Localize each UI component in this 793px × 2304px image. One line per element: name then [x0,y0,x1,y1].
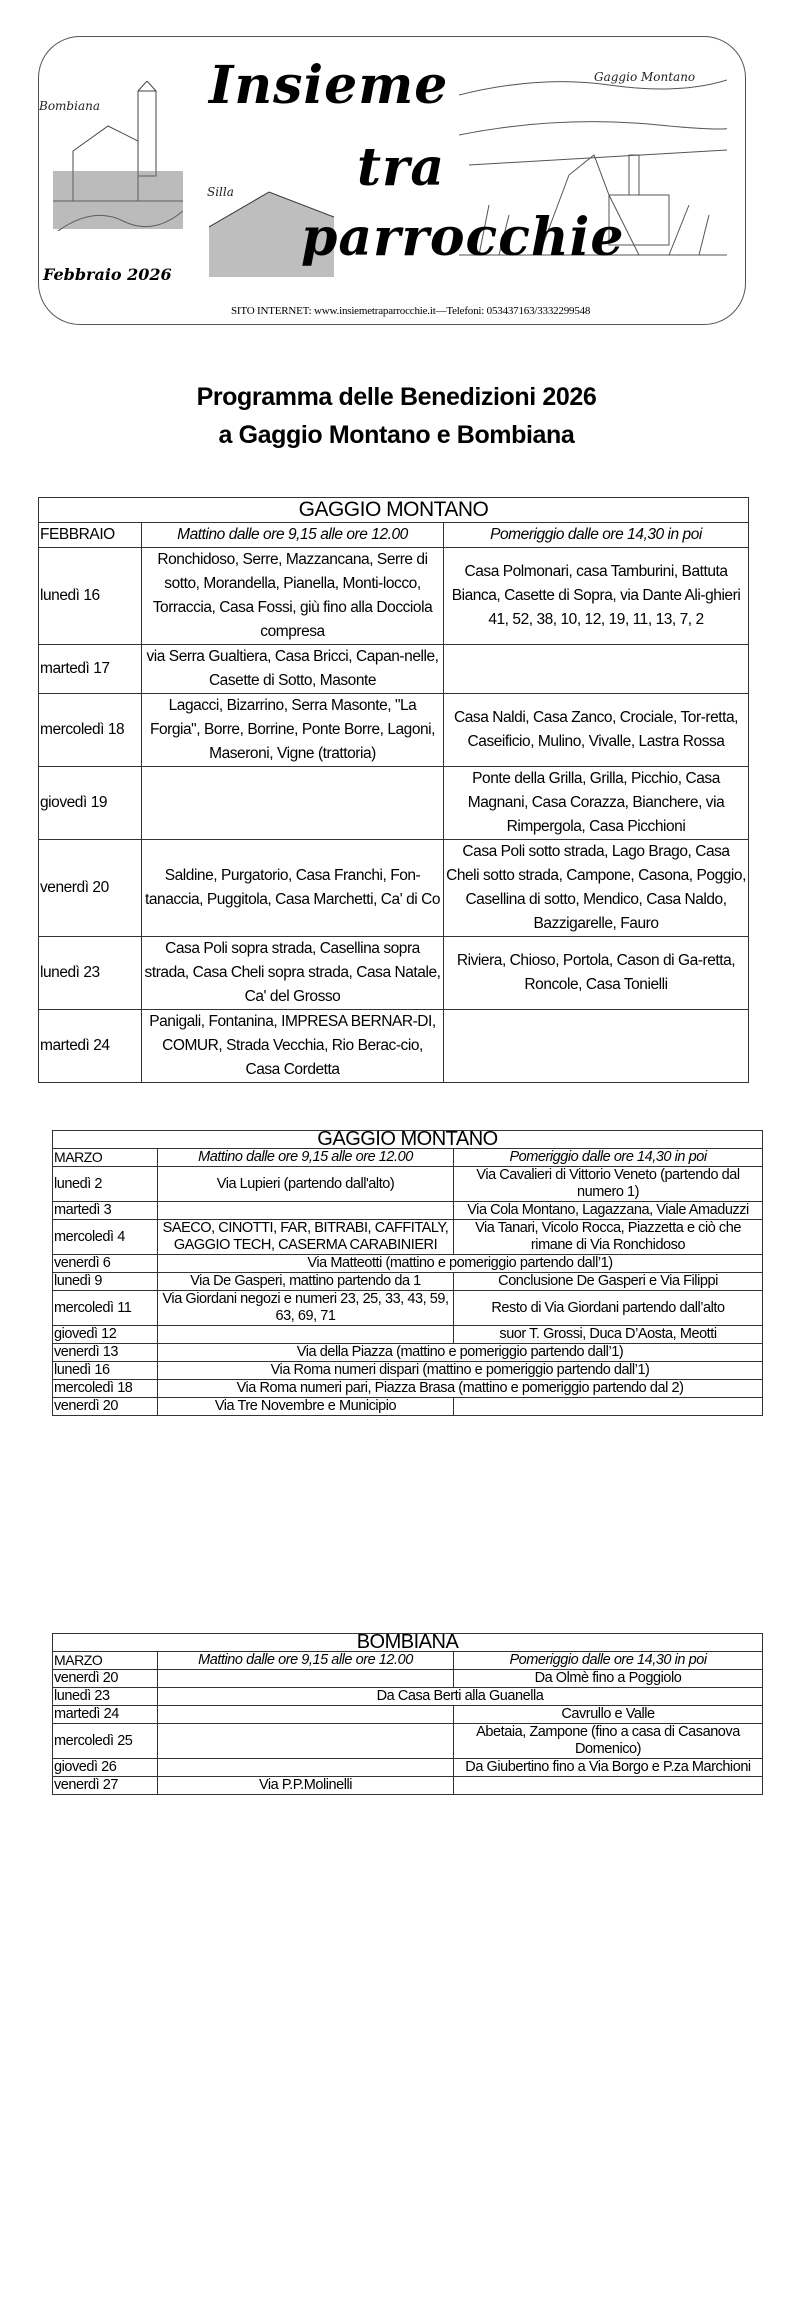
table-row [53,1688,763,1706]
title-tra: tra [357,137,446,198]
schedule-table-gaggio-febbraio [38,497,749,1083]
table-row [39,645,749,694]
day-cell: venerdì 20 [39,840,142,937]
afternoon-cell: Via Tanari, Vicolo Rocca, Piazzetta e ciò che rimane di Via Ronchidoso [454,1220,763,1255]
day-cell: giovedì 12 [53,1326,158,1344]
table-title-row [53,1131,763,1149]
day-cell: mercoledì 18 [39,694,142,767]
label-gaggio-montano: Gaggio Montano [594,70,696,84]
table-row [39,1010,749,1083]
table-title-row [53,1634,763,1652]
table-row [53,1398,763,1416]
afternoon-header: Pomeriggio dalle ore 14,30 in poi [444,523,749,548]
day-cell: martedì 24 [53,1706,158,1724]
morning-header: Mattino dalle ore 9,15 alle ore 12.00 [158,1652,454,1670]
morning-cell: Via P.P.Molinelli [158,1777,454,1795]
afternoon-cell: Da Giubertino fino a Via Borgo e P.za Marchioni [454,1759,763,1777]
table-row [53,1273,763,1291]
morning-cell: Via Lupieri (partendo dall'alto) [158,1167,454,1202]
morning-cell [158,1202,454,1220]
table-row [53,1220,763,1255]
table-row [53,1724,763,1759]
morning-cell [158,1326,454,1344]
table-row [53,1706,763,1724]
day-cell: lunedì 23 [39,937,142,1010]
table-row [53,1344,763,1362]
morning-cell: SAECO, CINOTTI, FAR, BITRABI, CAFFITALY, GAGGIO TECH, CASERMA CARABINIERI [158,1220,454,1255]
table-row [39,840,749,937]
day-cell: mercoledì 25 [53,1724,158,1759]
schedule-table-gaggio-marzo [52,1130,763,1416]
merged-cell: Via della Piazza (mattino e pomeriggio partendo dall’1) [158,1344,763,1362]
afternoon-cell [444,1010,749,1083]
merged-cell: Via Roma numeri pari, Piazza Brasa (mattino e pomeriggio partendo dal 2) [158,1380,763,1398]
title-parrocchie: parrocchie [301,207,625,268]
afternoon-cell: Abetaia, Zampone (fino a casa di Casanova Domenico) [454,1724,763,1759]
day-cell: martedì 17 [39,645,142,694]
table-row [53,1202,763,1220]
day-cell: giovedì 26 [53,1759,158,1777]
column-header-row [39,523,749,548]
morning-cell [158,1670,454,1688]
day-cell: lunedì 23 [53,1688,158,1706]
table-row [39,548,749,645]
afternoon-cell: Conclusione De Gasperi e Via Filippi [454,1273,763,1291]
morning-cell [158,1724,454,1759]
table-title: GAGGIO MONTANO [39,498,749,523]
document-title-line1: Programma delle Benedizioni 2026 [196,383,597,411]
afternoon-cell: Casa Poli sotto strada, Lago Brago, Casa Cheli sotto strada, Campone, Casona, Poggio, Casellina di sotto, Mendico, Casa Naldo, Bazzigarelle, Fauro [444,840,749,937]
day-cell: giovedì 19 [39,767,142,840]
table-row [53,1759,763,1777]
morning-cell: Via Giordani negozi e numeri 23, 25, 33, 43, 59, 63, 69, 71 [158,1291,454,1326]
newsletter-header [38,36,746,325]
merged-cell: Via Matteotti (mattino e pomeriggio partendo dall’1) [158,1255,763,1273]
afternoon-cell: Resto di Via Giordani partendo dall’alto [454,1291,763,1326]
afternoon-cell: Via Cola Montano, Lagazzana, Viale Amaduzzi [454,1202,763,1220]
morning-header: Mattino dalle ore 9,15 alle ore 12.00 [142,523,444,548]
day-cell: mercoledì 18 [53,1380,158,1398]
afternoon-cell [444,645,749,694]
table-row [53,1326,763,1344]
column-header-row [53,1652,763,1670]
table-row [39,937,749,1010]
morning-cell: via Serra Gualtiera, Casa Bricci, Capan-nelle, Casette di Sotto, Masonte [142,645,444,694]
table-row [39,767,749,840]
document-title-line2: a Gaggio Montano e Bombiana [218,421,575,449]
table-row [53,1777,763,1795]
morning-cell [158,1759,454,1777]
table-row [53,1380,763,1398]
morning-cell: Saldine, Purgatorio, Casa Franchi, Fon-tanaccia, Puggitola, Casa Marchetti, Ca' di Co [142,840,444,937]
afternoon-cell: suor T. Grossi, Duca D’Aosta, Meotti [454,1326,763,1344]
table-row [53,1255,763,1273]
day-cell: lunedì 16 [39,548,142,645]
table-row [53,1362,763,1380]
label-bombiana: Bombiana [39,99,100,113]
morning-cell: Lagacci, Bizarrino, Serra Masonte, "La Forgia", Borre, Borrine, Ponte Borre, Lagoni, Maseroni, Vigne (trattoria) [142,694,444,767]
contact-line: SITO INTERNET: www.insiemetraparrocchie.it—Telefoni: 053437163/3332299548 [231,305,591,317]
day-cell: venerdì 20 [53,1398,158,1416]
month-header: FEBBRAIO [39,523,142,548]
title-insieme: Insieme [209,55,449,116]
morning-header: Mattino dalle ore 9,15 alle ore 12.00 [158,1149,454,1167]
merged-cell: Via Roma numeri dispari (mattino e pomeriggio partendo dall’1) [158,1362,763,1380]
day-cell: mercoledì 11 [53,1291,158,1326]
day-cell: venerdì 20 [53,1670,158,1688]
table-title: BOMBIANA [53,1634,763,1652]
label-silla: Silla [207,185,234,199]
afternoon-cell: Riviera, Chioso, Portola, Cason di Ga-retta, Roncole, Casa Tonielli [444,937,749,1010]
schedule-table-bombiana-marzo [52,1633,763,1795]
day-cell: lunedì 9 [53,1273,158,1291]
afternoon-header: Pomeriggio dalle ore 14,30 in poi [454,1149,763,1167]
day-cell: martedì 24 [39,1010,142,1083]
afternoon-cell: Casa Naldi, Casa Zanco, Crociale, Tor-retta, Caseificio, Mulino, Vivalle, Lastra Rossa [444,694,749,767]
afternoon-cell: Cavrullo e Valle [454,1706,763,1724]
morning-cell [158,1706,454,1724]
table-title-row [39,498,749,523]
column-header-row [53,1149,763,1167]
morning-cell: Via De Gasperi, mattino partendo da 1 [158,1273,454,1291]
day-cell: lunedì 16 [53,1362,158,1380]
morning-cell: Via Tre Novembre e Municipio [158,1398,454,1416]
afternoon-cell: Da Olmè fino a Poggiolo [454,1670,763,1688]
day-cell: venerdì 27 [53,1777,158,1795]
morning-cell: Casa Poli sopra strada, Casellina sopra strada, Casa Cheli sopra strada, Casa Natale, Ca' del Grosso [142,937,444,1010]
day-cell: martedì 3 [53,1202,158,1220]
afternoon-cell [454,1777,763,1795]
month-header: MARZO [53,1149,158,1167]
morning-cell [142,767,444,840]
day-cell: lunedì 2 [53,1167,158,1202]
afternoon-cell [454,1398,763,1416]
morning-cell: Ronchidoso, Serre, Mazzancana, Serre di sotto, Morandella, Pianella, Monti-locco, Torraccia, Casa Fossi, giù fino alla Docciola compresa [142,548,444,645]
afternoon-header: Pomeriggio dalle ore 14,30 in poi [454,1652,763,1670]
afternoon-cell: Via Cavalieri di Vittorio Veneto (partendo dal numero 1) [454,1167,763,1202]
table-row [39,694,749,767]
day-cell: venerdì 13 [53,1344,158,1362]
month-header: MARZO [53,1652,158,1670]
morning-cell: Panigali, Fontanina, IMPRESA BERNAR-DI, COMUR, Strada Vecchia, Rio Berac-cio, Casa Cordetta [142,1010,444,1083]
afternoon-cell: Ponte della Grilla, Grilla, Picchio, Casa Magnani, Casa Corazza, Bianchere, via Rimpergola, Casa Picchioni [444,767,749,840]
table-row [53,1167,763,1202]
table-row [53,1670,763,1688]
day-cell: venerdì 6 [53,1255,158,1273]
merged-cell: Da Casa Berti alla Guanella [158,1688,763,1706]
table-title: GAGGIO MONTANO [53,1131,763,1149]
afternoon-cell: Casa Polmonari, casa Tamburini, Battuta Bianca, Casette di Sopra, via Dante Ali-ghieri 41, 52, 38, 10, 12, 19, 11, 13, 7, 2 [444,548,749,645]
table-row [53,1291,763,1326]
issue-date: Febbraio 2026 [43,265,172,284]
day-cell: mercoledì 4 [53,1220,158,1255]
